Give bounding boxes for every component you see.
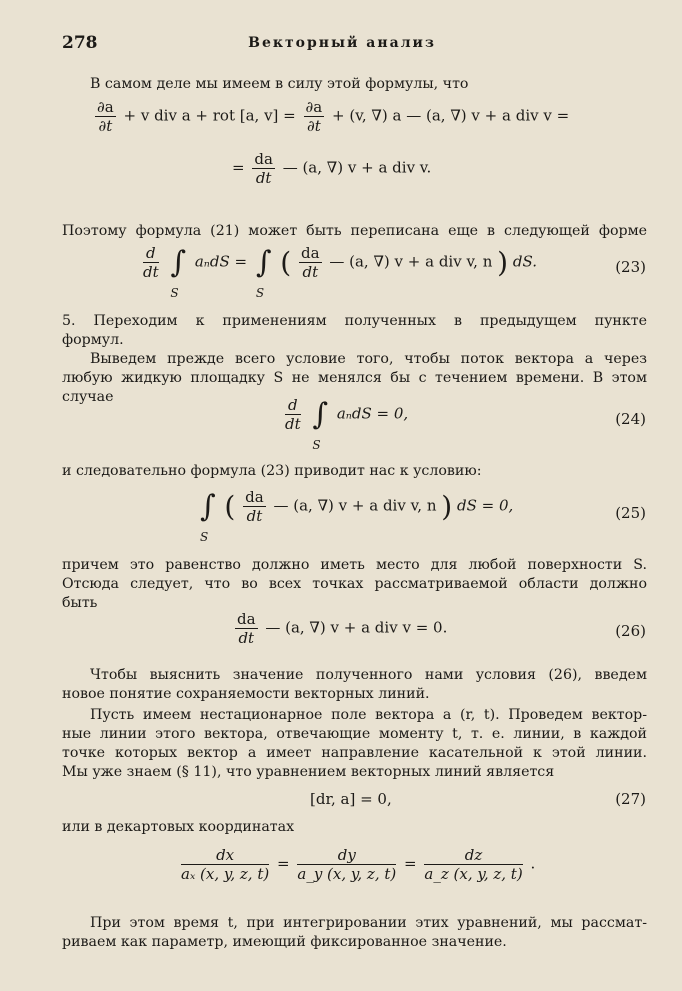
text-line: риваем как параметр, имеющий фиксированное значение. — [62, 934, 507, 950]
equation-1a: $\frac{\partial a}{\partial t}$ + v div a + rot [a, v] = $\frac{\partial a}{\partial t}$ + (v, ∇) a — (a, ∇) v + a div v = — [97, 98, 570, 135]
text-line: 5. Переходим к применениям полученных в предыдущем пункте — [62, 313, 647, 329]
text-line: и следовательно формула (23) приводит нас к условию: — [62, 463, 482, 479]
text-line: Мы уже знаем (§ 11), что уравнением векторных линий является — [62, 764, 555, 780]
text-line: ные линии этого вектора, отвечающие моменту t, т. е. линии, в каждой — [62, 726, 647, 742]
text-line: причем это равенство должно иметь место для любой поверхности S. — [62, 557, 647, 573]
text-line: Отсюда следует, что во всех точках рассматриваемой области должно — [62, 576, 647, 592]
text-line: быть — [62, 595, 98, 611]
equation-23: $\frac{d}{dt}$ ∫ S aₙdS = ∫ S ( $\frac{da}{dt}$ — (a, ∇) v + a div v, n ) dS. — [143, 244, 537, 300]
text-line: новое понятие сохраняемости векторных линий. — [62, 686, 430, 702]
running-title: Векторный анализ — [248, 35, 436, 51]
equation-24: $\frac{d}{dt}$ ∫ S aₙdS = 0, — [285, 396, 409, 452]
text-line: Поэтому формула (21) может быть переписана еще в следующей форме — [62, 223, 647, 239]
equation-27: [dr, a] = 0, — [310, 790, 392, 808]
equation-number: (24) — [615, 410, 646, 428]
page-number: 278 — [62, 33, 98, 53]
equation-number: (27) — [615, 790, 646, 808]
text-line: При этом время t, при интегрировании этих уравнений, мы рассмат- — [90, 915, 647, 931]
equation-number: (25) — [615, 504, 646, 522]
equation-28: $\frac{dx}{\text{aₓ (x, y, z, t)}}$ = $\frac{dy}{a\_y (x, y, z, t)}$ = $\frac{dz}{a\_z (x, y, z, t)}$ . — [181, 846, 536, 883]
text-line: или в декартовых координатах — [62, 819, 295, 835]
text-line: формул. — [62, 332, 124, 348]
equation-1b: = $\frac{da}{dt}$ — (a, ∇) v + a div v. — [232, 150, 432, 187]
text-line: точке которых вектор a имеет направление касательной к этой линии. — [62, 745, 647, 761]
equation-26: $\frac{da}{dt}$ — (a, ∇) v + a div v = 0. — [237, 610, 448, 647]
equation-number: (23) — [615, 258, 646, 276]
text-line: В самом деле мы имеем в силу этой формулы, что — [90, 76, 469, 92]
text-line: Выведем прежде всего условие того, чтобы поток вектора a через — [90, 351, 647, 367]
text-line: Пусть имеем нестационарное поле вектора a (r, t). Проведем вектор- — [90, 707, 647, 723]
text-line: любую жидкую площадку S не менялся бы с течением времени. В этом — [62, 370, 647, 386]
page-header — [62, 33, 622, 55]
equation-number: (26) — [615, 622, 646, 640]
text-line: случае — [62, 389, 114, 405]
equation-25: ∫ S ( $\frac{da}{dt}$ — (a, ∇) v + a div v, n ) dS = 0, — [200, 488, 514, 544]
text-line: Чтобы выяснить значение полученного нами условия (26), введем — [90, 667, 647, 683]
